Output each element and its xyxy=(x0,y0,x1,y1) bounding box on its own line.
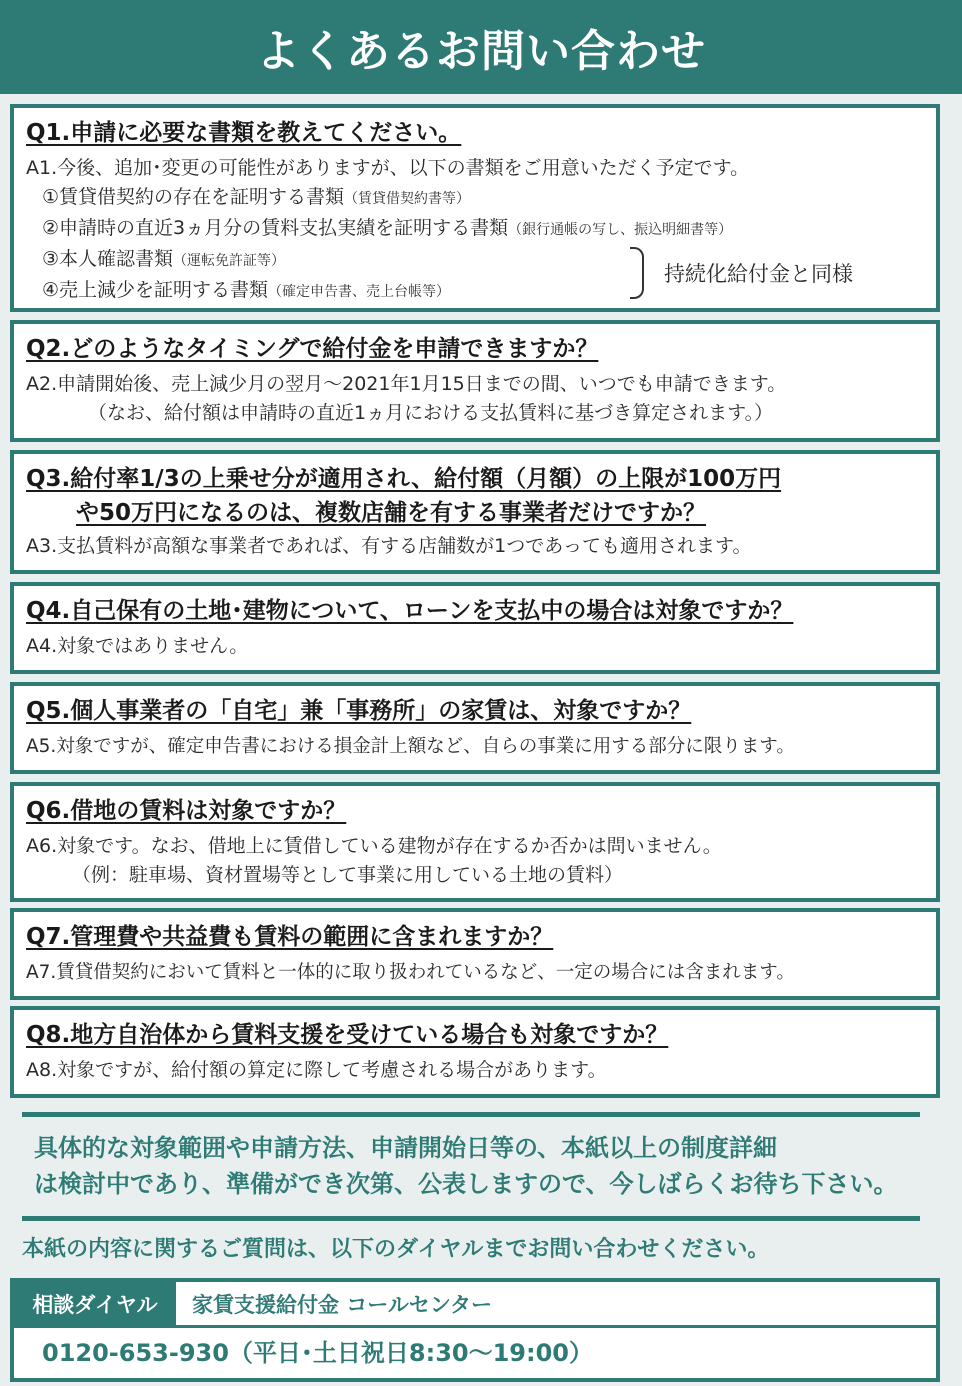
dial-header xyxy=(14,1282,936,1328)
answer-6: A6.対象です。なお、借地上に賃借している建物が存在するか否かは問いません。 xyxy=(26,835,722,857)
answer-6-note: （例：駐車場、資材置場等として事業に用している土地の賃料） xyxy=(72,864,624,886)
faq-card-2 xyxy=(10,320,940,442)
contact-prompt: 本紙の内容に関するご質問は、以下のダイヤルまでお問い合わせください。 xyxy=(22,1237,770,1262)
contact-dial-box xyxy=(10,1278,940,1382)
answer-3: A3.支払賃料が高額な事業者であれば、有する店舗数が1つであっても適用されます。 xyxy=(26,535,752,557)
divider-bottom xyxy=(22,1216,920,1221)
answer-2: A2.申請開始後、売上減少月の翌月～2021年1月15日までの間、いつでも申請できます。 xyxy=(26,373,787,395)
answer-7: A7.賃貸借契約において賃料と一体的に取り扱われているなど、一定の場合には含まれます。 xyxy=(26,962,795,983)
shared-docs-group xyxy=(26,245,926,307)
doc-item-2-label: ②申請時の直近3ヵ月分の賃料支払実績を証明する書類 xyxy=(42,217,509,239)
page-header xyxy=(0,0,962,94)
question-3-line-2: や50万円になるのは、複数店舗を有する事業者だけですか？ xyxy=(76,500,707,526)
info-line-1: 具体的な対象範囲や申請方法、申請開始日等の、本紙以上の制度詳細 xyxy=(34,1134,778,1162)
question-1: Q1.申請に必要な書類を教えてください。 xyxy=(26,120,462,146)
question-6: Q6.借地の賃料は対象ですか？ xyxy=(26,798,347,824)
question-7: Q7.管理費や共益費も賃料の範囲に含まれますか？ xyxy=(26,924,554,950)
call-center-name: 家賃支援給付金 コールセンター xyxy=(192,1292,493,1317)
doc-item-2 xyxy=(26,214,926,245)
doc-item-4-note: （確定申告書、売上台帳等） xyxy=(268,284,451,300)
question-3-line-1: Q3.給付率1/3の上乗せ分が適用され、給付額（月額）の上限が100万円 xyxy=(26,466,782,492)
question-5: Q5.個人事業者の「自宅」兼「事務所」の家賃は、対象ですか？ xyxy=(26,698,692,724)
faq-card-4 xyxy=(10,582,940,674)
info-line-2: は検討中であり、準備ができ次第、公表しますので、今しばらくお待ち下さい。 xyxy=(34,1170,898,1198)
question-2: Q2.どのようなタイミングで給付金を申請できますか？ xyxy=(26,336,599,362)
dial-label: 相談ダイヤル xyxy=(14,1282,176,1325)
doc-item-1-label: ①賃貸借契約の存在を証明する書類 xyxy=(42,186,345,208)
doc-item-2-note: （銀行通帳の写し、振込明細書等） xyxy=(508,222,733,238)
faq-card-1 xyxy=(10,104,940,312)
doc-item-4-label: ④売上減少を証明する書類 xyxy=(42,279,269,301)
faq-card-8 xyxy=(10,1006,940,1098)
faq-card-6 xyxy=(10,782,940,902)
doc-item-3-label: ③本人確認書類 xyxy=(42,248,174,270)
doc-item-1 xyxy=(26,183,926,214)
faq-card-3 xyxy=(10,450,940,574)
divider-top xyxy=(22,1112,920,1117)
doc-item-1-note: （賃貸借契約書等） xyxy=(344,191,471,207)
question-8: Q8.地方自治体から賃料支援を受けている場合も対象ですか？ xyxy=(26,1022,669,1048)
brace-icon xyxy=(630,247,644,299)
page-title: よくあるお問い合わせ xyxy=(256,26,706,77)
answer-2-note: （なお、給付額は申請時の直近1ヵ月における支払賃料に基づき算定されます。） xyxy=(88,402,774,424)
faq-card-7 xyxy=(10,908,940,1000)
answer-1: A1.今後、追加･変更の可能性がありますが、以下の書類をご用意いただく予定です。 xyxy=(26,157,750,179)
phone-number[interactable]: 0120-653-930（平日･土日祝日8:30～19:00） xyxy=(42,1339,594,1367)
question-4: Q4.自己保有の土地･建物について、ローンを支払中の場合は対象ですか？ xyxy=(26,598,794,624)
faq-card-5 xyxy=(10,682,940,774)
answer-8: A8.対象ですが、給付額の算定に際して考慮される場合があります。 xyxy=(26,1059,607,1081)
doc-item-3-note: （運転免許証等） xyxy=(173,253,286,269)
answer-4: A4.対象ではありません。 xyxy=(26,635,249,657)
answer-5: A5.対象ですが、確定申告書における損金計上額など、自らの事業に用する部分に限ります。 xyxy=(26,736,795,757)
brace-label: 持続化給付金と同様 xyxy=(664,262,853,286)
